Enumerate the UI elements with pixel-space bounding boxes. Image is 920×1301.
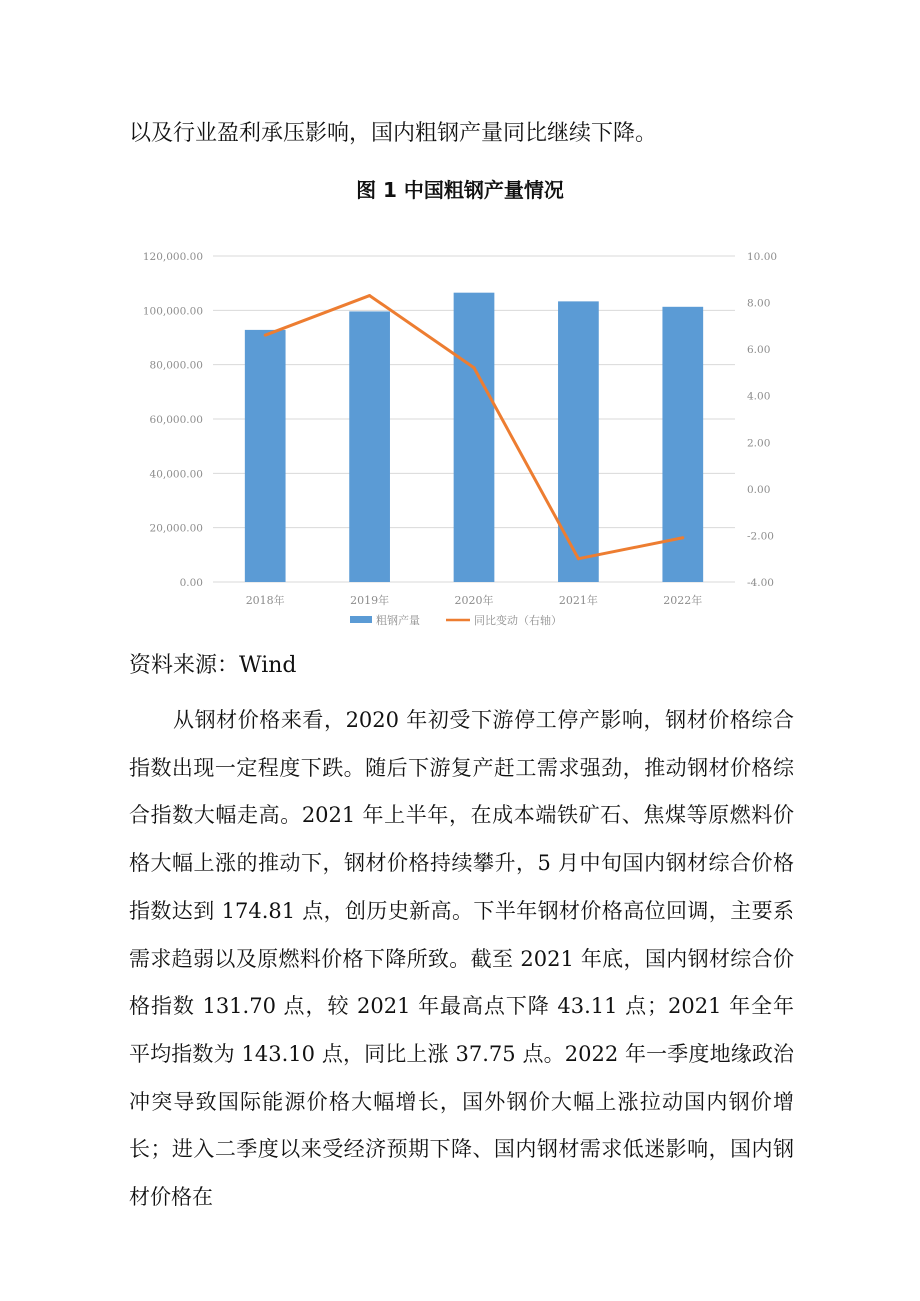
line-point <box>577 557 580 560</box>
intro-line: 以及行业盈利承压影响，国内粗钢产量同比继续下降。 <box>129 121 658 146</box>
y-right-tick-label: 0.00 <box>747 483 771 496</box>
y-left-tick-label: 120,000.00 <box>142 251 203 263</box>
x-tick-label: 2022年 <box>663 594 703 607</box>
legend-bar-label: 粗钢产量 <box>376 614 420 627</box>
y-left-tick-label: 60,000.00 <box>149 414 203 426</box>
y-right-tick-label: 2.00 <box>747 437 771 450</box>
y-left-tick-label: 0.00 <box>179 577 203 589</box>
y-right-tick-label: -2.00 <box>747 530 774 543</box>
figure-title: 图 1 中国粗钢产量情况 <box>356 178 564 202</box>
line-point <box>473 366 476 369</box>
steel-output-chart <box>128 240 808 640</box>
body-paragraph: 从钢材价格来看，2020 年初受下游停工停产影响，钢材价格综合指数出现一定程度下跌。随后下游复产赶工需求强劲，推动钢材价格综合指数大幅走高。2021 年上半年，在成本端铁矿石、焦煤等原燃料价格大幅上涨的推动下，钢材价格持续攀升，5 月中旬国内钢材综合价格指数达到 174.81 点，创历史新高。下半年钢材价格高位回调，主要系需求趋弱以及原燃料价格下降所致。截至 2021 年底，国内钢材综合价格指数 131.70 点，较 2021 年最高点下降 43.11 点；2021 年全年平均指数为 143.10 点，同比上涨 37.75 点。2022 年一季度地缘政治冲突导致国际能源价格大幅增长，国外钢价大幅上涨拉动国内钢价增长；进入二季度以来受经济预期下降、国内钢材需求低迷影响，国内钢材价格在 <box>129 708 794 1210</box>
bar <box>558 301 599 582</box>
legend-line-label: 同比变动（右轴） <box>474 614 562 627</box>
y-right-tick-label: -4.00 <box>747 577 774 589</box>
x-tick-label: 2020年 <box>454 594 494 607</box>
y-left-tick-label: 80,000.00 <box>149 359 203 372</box>
x-tick-label: 2019年 <box>350 594 390 607</box>
y-right-tick-label: 10.00 <box>747 251 778 263</box>
x-tick-label: 2018年 <box>245 594 285 607</box>
bar <box>245 330 286 582</box>
line-point <box>368 294 371 297</box>
legend-bar-swatch <box>350 616 372 623</box>
x-tick-label: 2021年 <box>558 594 598 607</box>
y-left-tick-label: 100,000.00 <box>142 305 203 318</box>
y-right-tick-label: 6.00 <box>747 344 771 357</box>
y-left-tick-label: 20,000.00 <box>149 522 203 535</box>
line-point <box>264 334 267 337</box>
y-left-tick-label: 40,000.00 <box>149 468 203 481</box>
source-note: 资料来源：Wind <box>129 653 297 678</box>
y-right-tick-label: 8.00 <box>747 297 771 310</box>
y-right-tick-label: 4.00 <box>747 390 771 403</box>
bar <box>454 293 495 582</box>
line-point <box>681 536 684 539</box>
bar <box>349 311 390 582</box>
